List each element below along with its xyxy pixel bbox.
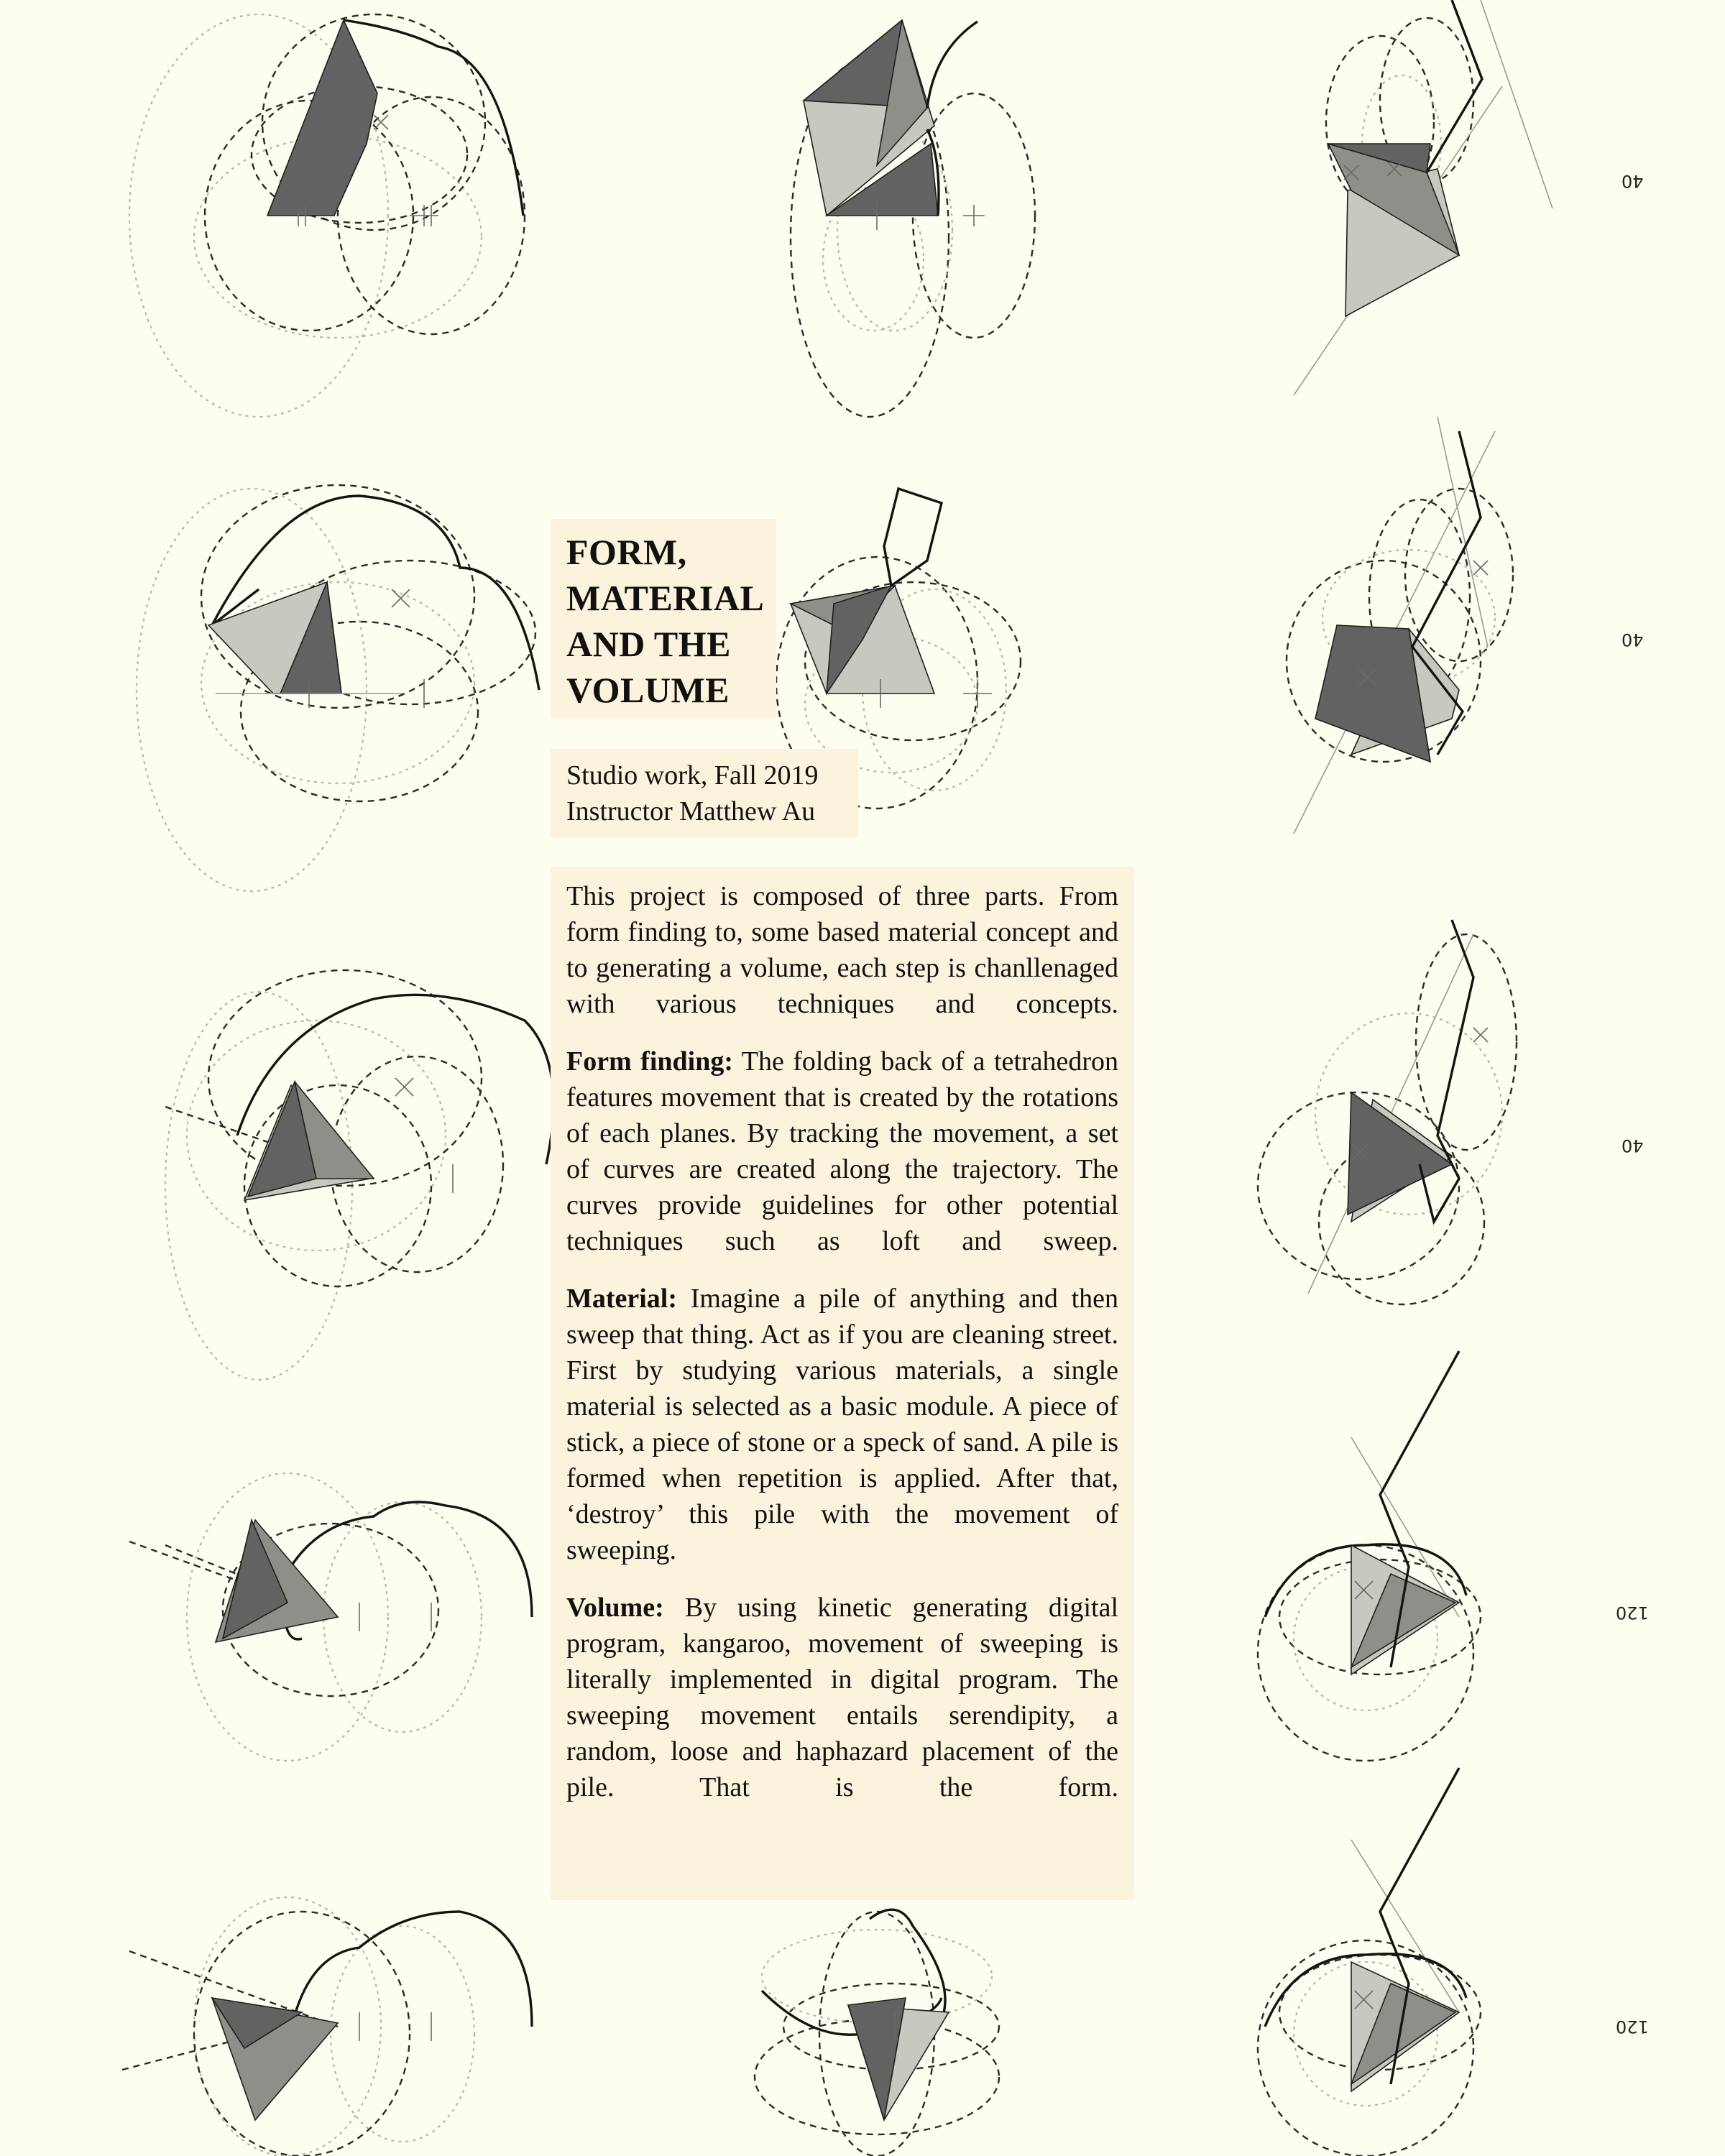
title-panel [551, 519, 776, 719]
drawing-row3-right [1258, 920, 1517, 1304]
angle-label-4: 120 [1616, 1603, 1649, 1623]
drawing-row5-middle [755, 1909, 999, 2156]
angle-label-3: 40 [1622, 1135, 1644, 1156]
drawing-row5-right [1258, 1768, 1481, 2156]
meta-panel [551, 749, 858, 838]
instructor-line: Instructor Matthew Au [566, 796, 816, 826]
form-finding-paragraph [566, 1044, 1118, 1259]
material-text: Imagine a pile of anything and then sweep that thing. Act as if you are cleaning street. First by studying various materials, a single material is selected as a basic module. A piece of stick, a piece of stone or a speck of sand. A pile is formed when repetition is applied. After that, ‘destroy’ this pile with the movement of sweeping. [566, 1284, 1118, 1565]
drawing-row2-right [1287, 417, 1513, 834]
volume-text: By using kinetic generating digital program, kangaroo, movement of sweeping is literally implemented in digital program. The sweeping movement entails serendipity, a random, loose and haphazard placement of the pile. That is the form. [566, 1593, 1118, 1802]
drawing-row4-right [1258, 1351, 1481, 1761]
page-title: FORM, MATERIAL AND THE VOLUME [566, 532, 765, 710]
angle-label-1: 40 [1622, 171, 1644, 191]
studio-line: Studio work, Fall 2019 [566, 760, 819, 791]
form-finding-text: The folding back of a tetrahedron features movement that is created by the rotations of each planes. By tracking the movement, a set of curves are created along the trajectory. The curves provide guidelines for other potential techniques such as loft and sweep. [566, 1046, 1118, 1256]
angle-label-5: 120 [1616, 2017, 1649, 2037]
intro-paragraph [566, 878, 1118, 1022]
body-panel [551, 867, 1134, 1900]
volume-paragraph [566, 1590, 1118, 1805]
drawing-row4-left [129, 1473, 532, 1761]
form-finding-heading: Form finding: [566, 1046, 733, 1077]
drawing-row1-right [1294, 0, 1552, 395]
material-paragraph [566, 1281, 1118, 1568]
angle-label-2: 40 [1622, 630, 1644, 650]
material-heading: Material: [566, 1284, 678, 1314]
drawing-row2-left [137, 485, 539, 891]
drawing-row1-left [129, 14, 525, 417]
drawing-row5-left [122, 1897, 532, 2156]
intro-text: This project is composed of three parts. From form finding to, some based material concept and to generating a volume, each step is chanllenaged with various techniques and concepts. [566, 881, 1118, 1019]
drawing-row1-middle [791, 20, 1035, 417]
drawing-row3-left [165, 970, 553, 1380]
volume-heading: Volume: [566, 1593, 664, 1623]
